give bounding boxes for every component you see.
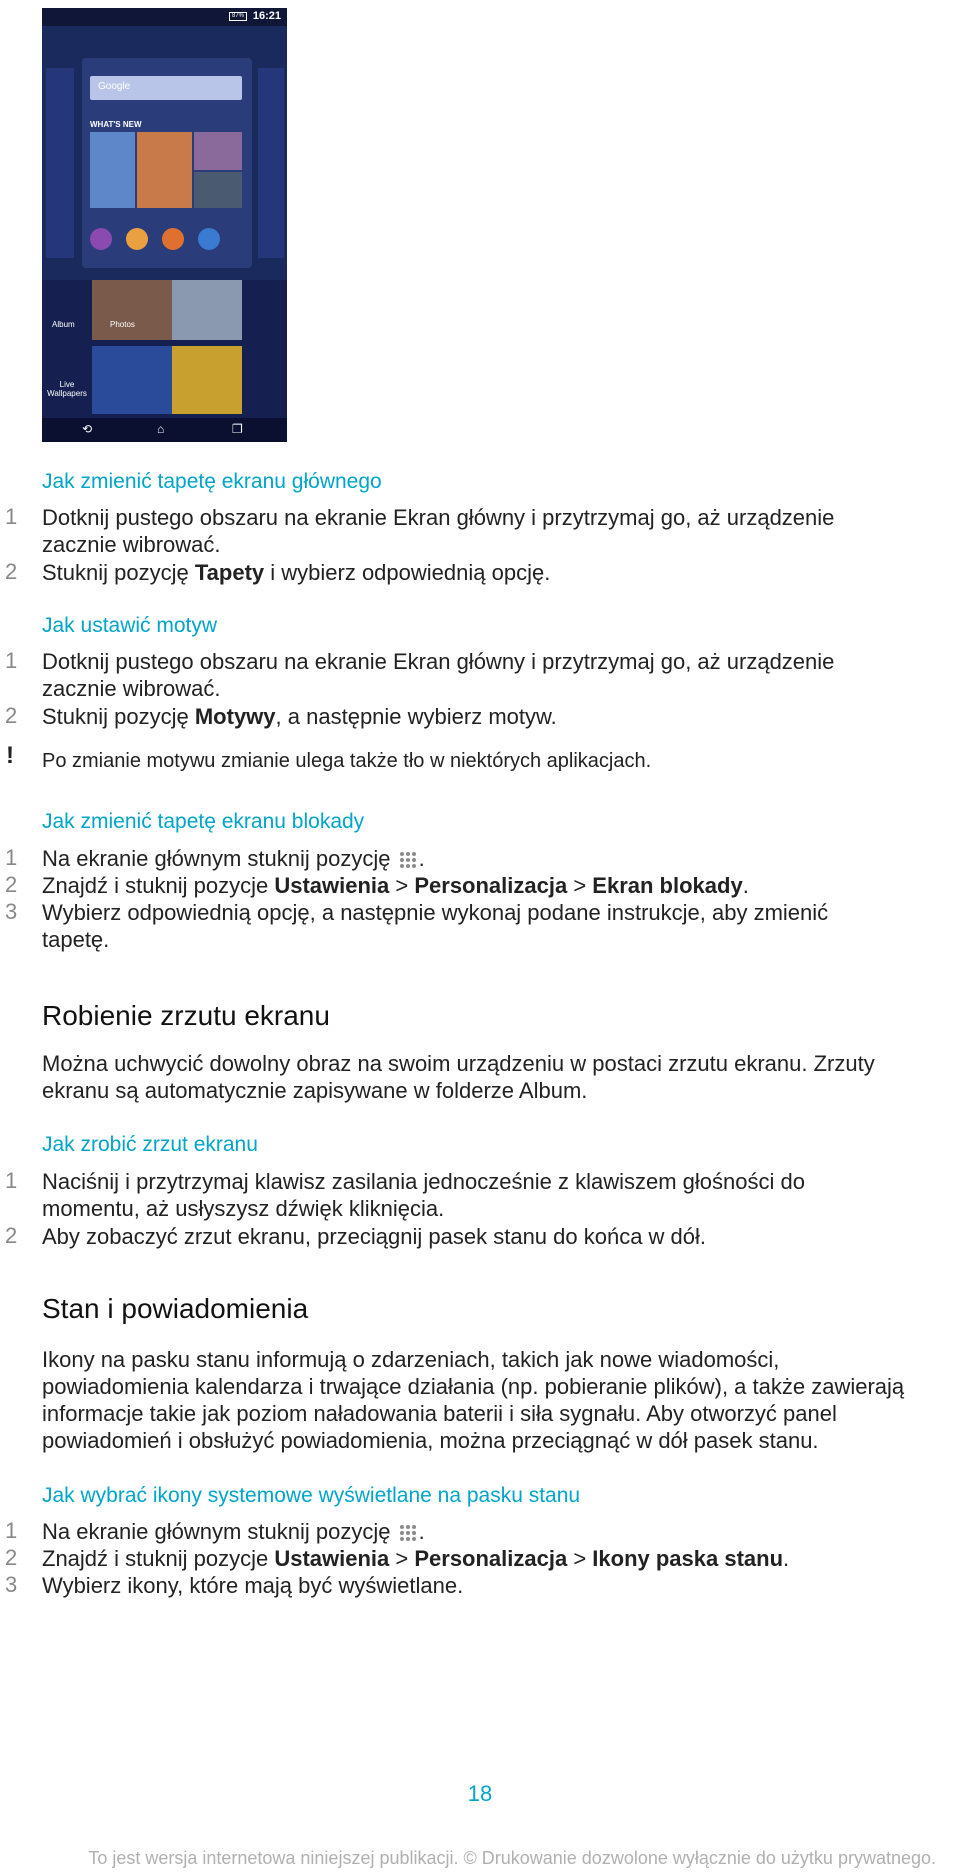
step-text-part: Stuknij pozycję xyxy=(42,560,195,585)
step-text xyxy=(42,1545,942,1572)
intro-line: powiadomień i obsłużyć powiadomienia, można przeciągnąć w dół pasek stanu. xyxy=(42,1428,819,1453)
recent-apps-icon: ❐ xyxy=(232,422,243,436)
step-text-part: . xyxy=(418,846,425,871)
step-text xyxy=(42,648,942,702)
footer-text: To jest wersja internetowa niniejszej publikacji. © Drukowanie dozwolone wyłącznie do użytku prywatnego. xyxy=(88,1848,936,1868)
section-heading: Jak wybrać ikony systemowe wyświetlane na pasku stanu xyxy=(42,1484,581,1507)
section-heading: Jak zmienić tapetę ekranu blokady xyxy=(42,810,365,833)
apps-grid-icon xyxy=(397,850,419,870)
step-separator: > xyxy=(389,1546,415,1571)
step-keyword: Ustawienia xyxy=(274,1546,390,1571)
step-separator: > xyxy=(567,873,593,898)
back-icon: ⟲ xyxy=(82,422,93,436)
phone-search-widget: Google xyxy=(90,76,242,100)
album-icon xyxy=(126,228,148,250)
step-text-part: Stuknij pozycję xyxy=(42,704,195,729)
phone-screenshot xyxy=(42,8,287,442)
step-text xyxy=(42,899,942,953)
step-line: momentu, aż usłyszysz dźwięk kliknięcia. xyxy=(42,1196,445,1221)
step-text-part: . xyxy=(418,1519,425,1544)
step-text-part: , a następnie wybierz motyw. xyxy=(275,704,557,729)
phone-side-panel-left xyxy=(46,68,74,258)
step-text xyxy=(42,559,942,586)
wallpaper-thumb xyxy=(92,346,172,414)
walkman-icon xyxy=(90,228,112,250)
step-text xyxy=(42,504,942,558)
step-keyword: Personalizacja xyxy=(414,1546,568,1571)
home-icon: ⌂ xyxy=(157,422,165,436)
wallpaper-label: Photos xyxy=(110,320,135,329)
step-line: Dotknij pustego obszaru na ekranie Ekran główny i przytrzymaj go, aż urządzenie xyxy=(42,649,835,674)
step-number: 1 xyxy=(5,845,18,870)
step-line: zacznie wibrować. xyxy=(42,532,221,557)
step-text xyxy=(42,872,942,899)
step-keyword: Motywy xyxy=(194,704,276,729)
step-number: 3 xyxy=(5,899,18,924)
step-text-part: Na ekranie głównym stuknij pozycję xyxy=(42,846,397,871)
warning-icon: ! xyxy=(6,742,14,769)
apps-grid-icon xyxy=(397,1523,419,1543)
step-number: 1 xyxy=(5,1518,18,1543)
page-number: 18 xyxy=(467,1781,493,1806)
section-intro xyxy=(42,1346,942,1454)
phone-status-bar xyxy=(42,8,287,26)
step-number: 1 xyxy=(5,648,18,673)
section-heading: Jak zrobić zrzut ekranu xyxy=(42,1133,258,1156)
step-keyword: Ikony paska stanu xyxy=(592,1546,784,1571)
intro-line: powiadomienia kalendarza i trwające działania (np. pobieranie plików), a także zawierają xyxy=(42,1374,905,1399)
phone-tile xyxy=(194,132,242,170)
step-number: 2 xyxy=(5,1545,18,1570)
step-text-part: . xyxy=(783,1546,790,1571)
phone-nav-bar xyxy=(42,418,287,442)
step-line: zacznie wibrować. xyxy=(42,676,221,701)
step-number: 2 xyxy=(5,872,18,897)
step-text-part: Na ekranie głównym stuknij pozycję xyxy=(42,1519,397,1544)
wallpaper-label: Live Wallpapers xyxy=(47,380,87,398)
wallpaper-label: Album xyxy=(52,320,75,329)
step-keyword: Personalizacja xyxy=(414,873,568,898)
wallpaper-thumb xyxy=(172,280,242,340)
wallpaper-thumb xyxy=(172,346,242,414)
step-text xyxy=(42,1518,942,1545)
section-heading: Jak ustawić motyw xyxy=(42,614,218,637)
step-text: Wybierz ikony, które mają być wyświetlane. xyxy=(42,1573,464,1598)
step-number: 3 xyxy=(5,1572,18,1597)
step-number: 2 xyxy=(5,559,18,584)
step-text-part: Znajdź i stuknij pozycje xyxy=(42,873,275,898)
step-text-part: Znajdź i stuknij pozycje xyxy=(42,1546,275,1571)
step-line: tapetę. xyxy=(42,927,110,952)
step-number: 1 xyxy=(5,504,18,529)
step-separator: > xyxy=(389,873,415,898)
step-keyword: Tapety xyxy=(194,560,265,585)
phone-tile xyxy=(137,132,192,208)
step-keyword: Ustawienia xyxy=(274,873,390,898)
status-time: 16:21 xyxy=(252,10,281,22)
step-line: Wybierz odpowiednią opcję, a następnie wykonaj podane instrukcje, aby zmienić xyxy=(42,900,829,925)
intro-line: Ikony na pasku stanu informują o zdarzeniach, takich jak nowe wiadomości, xyxy=(42,1347,780,1372)
step-separator: > xyxy=(567,1546,593,1571)
step-text xyxy=(42,703,942,730)
step-text xyxy=(42,845,942,872)
step-line: Naciśnij i przytrzymaj klawisz zasilania jednocześnie z klawiszem głośności do xyxy=(42,1169,805,1194)
playstation-icon xyxy=(198,228,220,250)
wallpaper-thumb xyxy=(92,280,172,340)
step-line: Dotknij pustego obszaru na ekranie Ekran główny i przytrzymaj go, aż urządzenie xyxy=(42,505,835,530)
battery-icon: 87% xyxy=(229,12,247,21)
step-keyword: Ekran blokady xyxy=(592,873,743,898)
step-number: 2 xyxy=(5,1223,18,1248)
phone-whats-new: WHAT'S NEW xyxy=(90,120,142,129)
movies-icon xyxy=(162,228,184,250)
intro-line: ekranu są automatycznie zapisywane w folderze Album. xyxy=(42,1078,588,1103)
section-title: Robienie zrzutu ekranu xyxy=(42,1000,330,1031)
step-text-part: . xyxy=(742,873,749,898)
step-text: Aby zobaczyć zrzut ekranu, przeciągnij pasek stanu do końca w dół. xyxy=(42,1224,707,1249)
intro-line: informacje takie jak poziom naładowania baterii i siła sygnału. Aby otworzyć panel xyxy=(42,1401,837,1426)
phone-tile xyxy=(194,172,242,208)
step-text xyxy=(42,1168,942,1222)
note-text: Po zmianie motywu zmianie ulega także tło w niektórych aplikacjach. xyxy=(42,750,652,772)
section-title: Stan i powiadomienia xyxy=(42,1293,309,1324)
step-number: 2 xyxy=(5,703,18,728)
intro-line: Można uchwycić dowolny obraz na swoim urządzeniu w postaci zrzutu ekranu. Zrzuty xyxy=(42,1051,875,1076)
section-intro xyxy=(42,1050,942,1104)
phone-app-icons xyxy=(90,228,245,254)
phone-side-panel-right xyxy=(258,68,284,258)
phone-wallpaper-picker xyxy=(42,280,287,418)
phone-tile xyxy=(90,132,135,208)
step-text-part: i wybierz odpowiednią opcję. xyxy=(264,560,551,585)
section-heading: Jak zmienić tapetę ekranu głównego xyxy=(42,470,382,493)
step-number: 1 xyxy=(5,1168,18,1193)
